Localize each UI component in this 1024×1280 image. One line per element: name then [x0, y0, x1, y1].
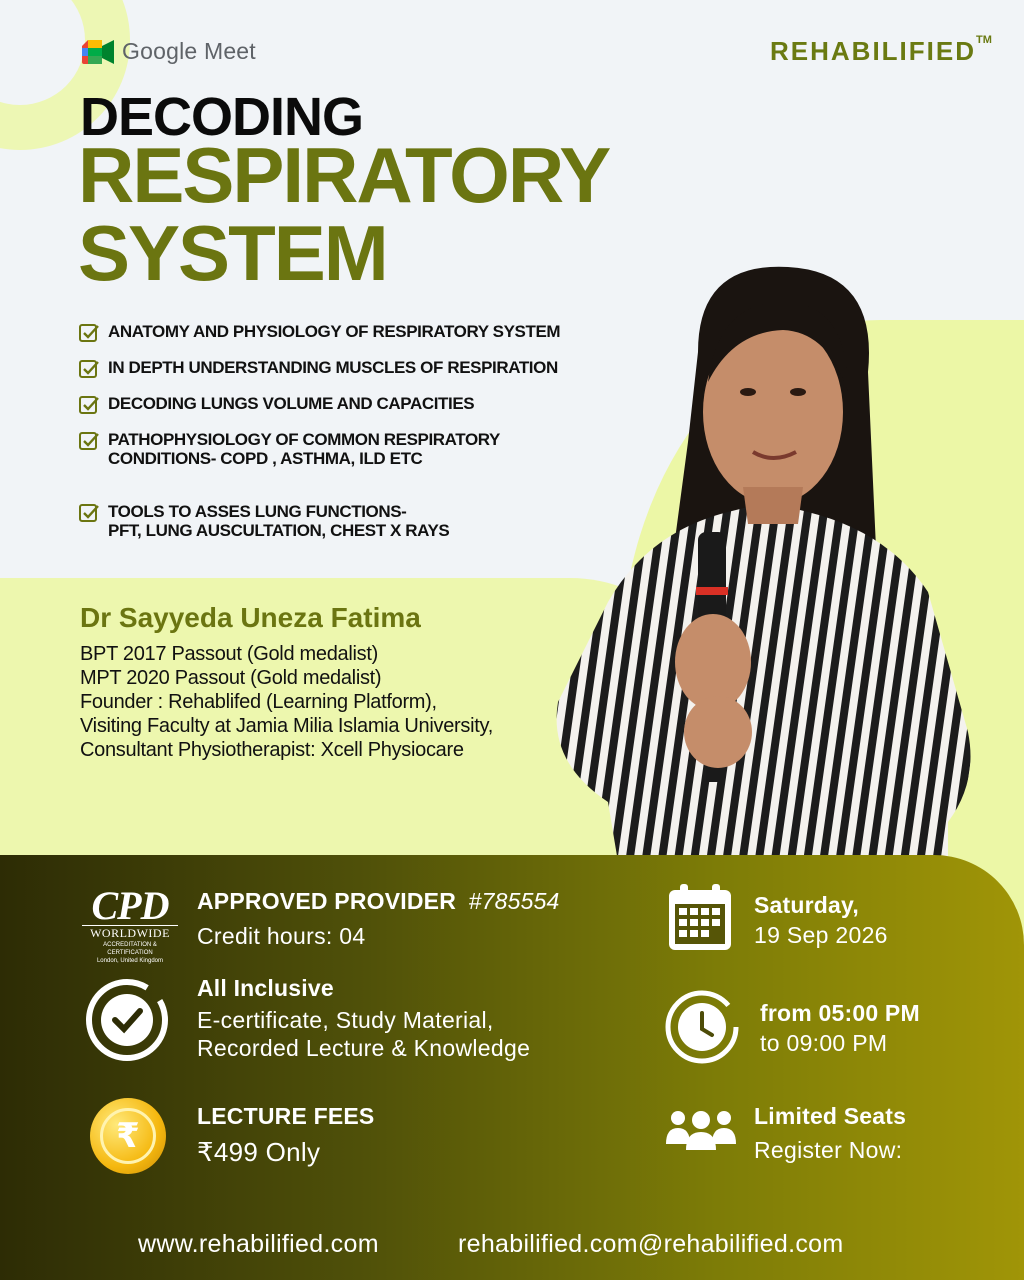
website-link[interactable]: www.rehabilified.com [138, 1230, 379, 1258]
speaker-credentials [80, 642, 493, 762]
title-line-1: DECODING [80, 87, 364, 147]
platform-label: Google Meet [122, 38, 256, 64]
event-details-panel [0, 855, 1024, 1280]
credential-line: MPT 2020 Passout (Gold medalist) [80, 667, 382, 689]
inclusive-line: E-certificate, Study Material, [197, 1007, 494, 1033]
title-line-3: SYSTEM [78, 209, 387, 297]
cpd-logo-worldwide: WORLDWIDE [82, 925, 178, 941]
topic-text: IN DEPTH UNDERSTANDING MUSCLES OF RESPIRATION [108, 358, 558, 377]
event-day: Saturday, [754, 892, 859, 918]
seats-heading: Limited Seats [754, 1103, 907, 1129]
speaker-photo [548, 262, 988, 862]
checkbox-check-icon [78, 502, 100, 524]
title-line-2: RESPIRATORY [78, 131, 610, 219]
event-start-time: from 05:00 PM [760, 1000, 920, 1026]
clock-icon [664, 989, 740, 1065]
provider-number: #785554 [468, 888, 560, 914]
people-group-icon [664, 1108, 738, 1152]
register-cta[interactable]: Register Now: [754, 1137, 903, 1163]
checkbox-check-icon [78, 358, 100, 380]
topic-text: DECODING LUNGS VOLUME AND CAPACITIES [108, 394, 475, 413]
google-meet-icon [82, 40, 114, 64]
topic-text: PATHOPHYSIOLOGY OF COMMON RESPIRATORY CONDITIONS- COPD , ASTHMA, ILD ETC [108, 430, 500, 468]
credential-line: Consultant Physiotherapist: Xcell Physiocare [80, 739, 464, 761]
approved-provider-label: APPROVED PROVIDER #785554 [197, 888, 560, 914]
trademark-mark: TM [976, 34, 992, 46]
topic-item [78, 430, 500, 468]
topic-item [78, 322, 560, 344]
credential-line: BPT 2017 Passout (Gold medalist) [80, 643, 378, 665]
event-end-time: to 09:00 PM [760, 1030, 888, 1056]
speaker-name: Dr Sayyeda Uneza Fatima [80, 602, 421, 633]
cpd-logo-text: CPD [91, 883, 169, 928]
fees-amount: ₹499 Only [197, 1137, 321, 1167]
check-circle-icon [84, 977, 170, 1063]
topic-text: TOOLS TO ASSES LUNG FUNCTIONS- PFT, LUNG AUSCULTATION, CHEST X RAYS [108, 502, 450, 540]
google-meet-logo [82, 38, 256, 65]
checkbox-check-icon [78, 430, 100, 452]
fees-heading: LECTURE FEES [197, 1103, 375, 1129]
email-link[interactable]: rehabilified.com@rehabilified.com [458, 1230, 844, 1258]
credential-line: Visiting Faculty at Jamia Milia Islamia University, [80, 715, 493, 737]
calendar-icon [666, 882, 734, 954]
event-date: 19 Sep 2026 [754, 922, 888, 948]
inclusive-heading: All Inclusive [197, 975, 334, 1001]
topic-item [78, 502, 449, 540]
credit-hours: Credit hours: 04 [197, 923, 366, 949]
topic-text: ANATOMY AND PHYSIOLOGY OF RESPIRATORY SYSTEM [108, 322, 561, 341]
checkbox-check-icon [78, 322, 100, 344]
topic-item [78, 394, 474, 416]
brand-name: REHABILIFIED [770, 36, 976, 66]
cpd-logo-subtitle: ACCREDITATION & CERTIFICATION London, United Kingdom [96, 942, 164, 964]
cpd-logo [82, 883, 178, 965]
rupee-coin-icon: ₹ [90, 1098, 166, 1174]
topic-item [78, 358, 558, 380]
credential-line: Founder : Rehablifed (Learning Platform), [80, 691, 437, 713]
inclusive-line: Recorded Lecture & Knowledge [197, 1035, 531, 1061]
brand-logo [770, 36, 992, 67]
checkbox-check-icon [78, 394, 100, 416]
